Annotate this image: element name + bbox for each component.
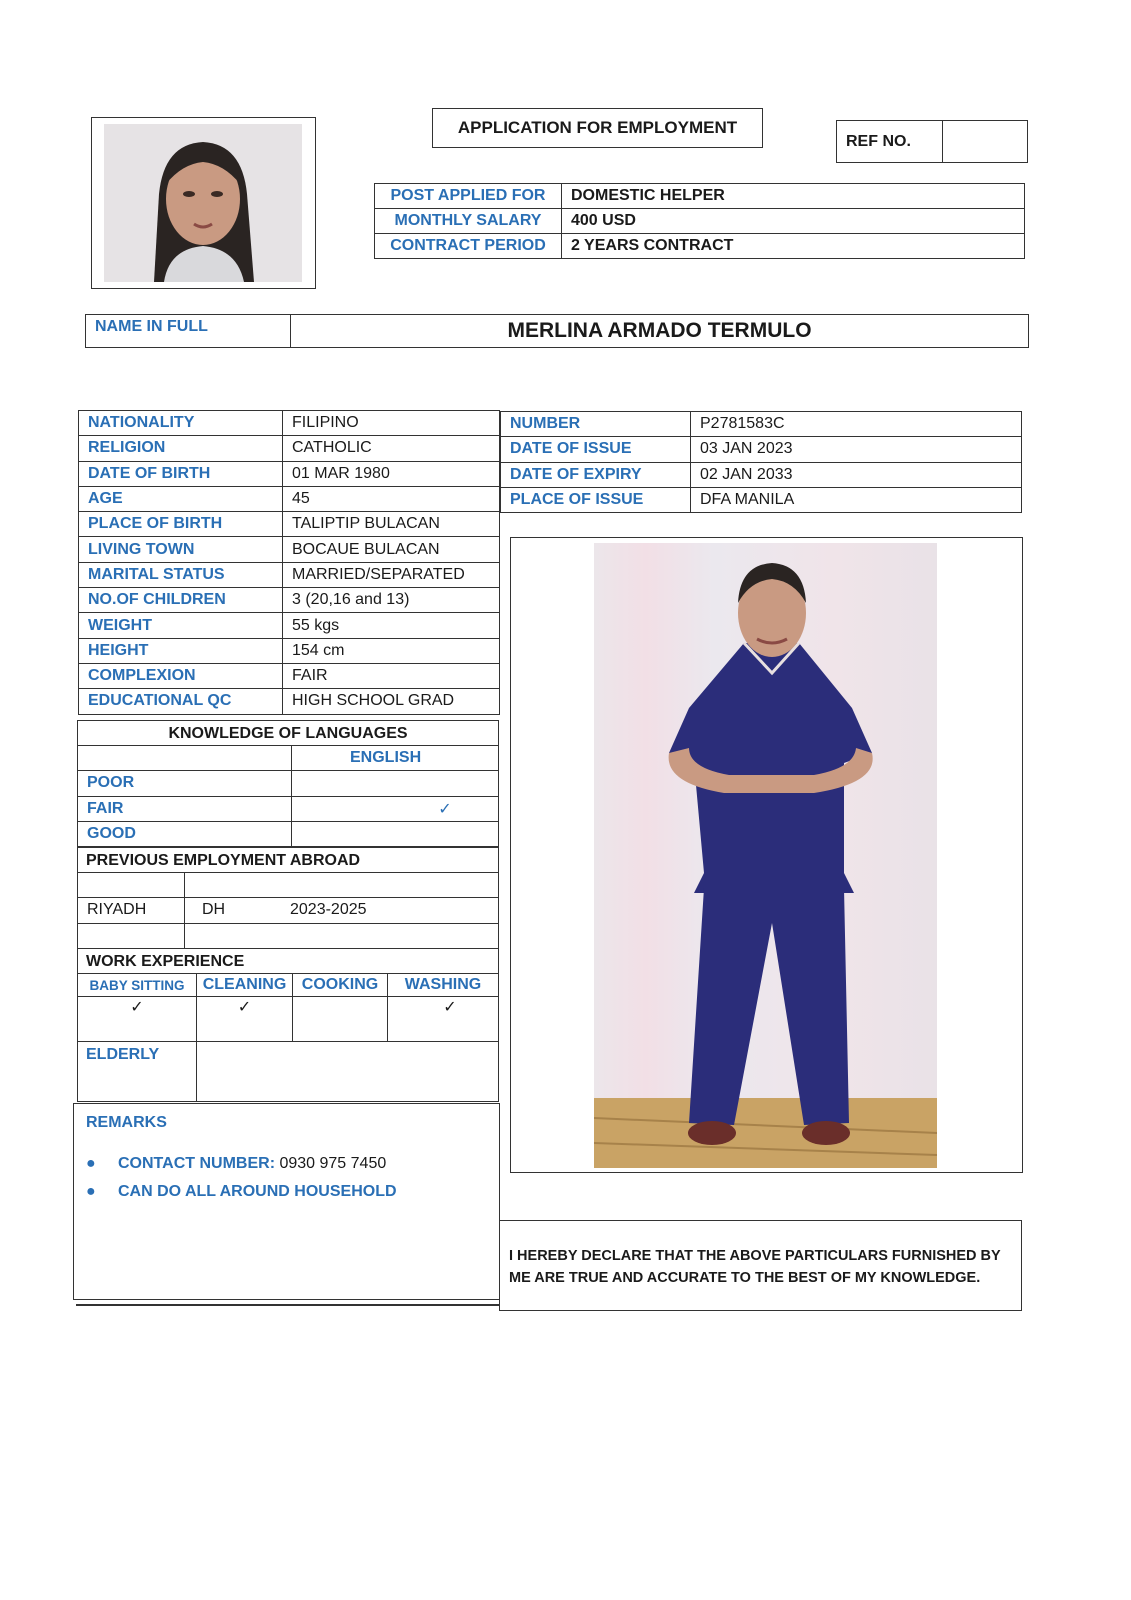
skill-check: ✓ xyxy=(197,997,293,1042)
personal-details-table xyxy=(78,410,500,715)
elderly-value xyxy=(197,1042,499,1102)
language-level: POOR xyxy=(78,771,292,796)
english-column: ENGLISH xyxy=(292,746,499,771)
personal-label: HEIGHT xyxy=(79,638,283,663)
personal-value: FILIPINO xyxy=(283,411,500,436)
personal-value: MARRIED/SEPARATED xyxy=(283,562,500,587)
passport-label: DATE OF ISSUE xyxy=(501,437,691,462)
remarks-item-household xyxy=(86,1183,397,1201)
passport-label: DATE OF EXPIRY xyxy=(501,462,691,487)
previous-employment-title: PREVIOUS EMPLOYMENT ABROAD xyxy=(77,847,499,873)
remarks-title: REMARKS xyxy=(86,1114,167,1131)
personal-label: MARITAL STATUS xyxy=(79,562,283,587)
personal-value: 154 cm xyxy=(283,638,500,663)
ref-no-value xyxy=(943,121,1028,163)
name-table xyxy=(85,314,1029,348)
skill-check: ✓ xyxy=(388,997,499,1042)
personal-label: DATE OF BIRTH xyxy=(79,461,283,486)
remarks-bottom-rule xyxy=(76,1304,500,1306)
post-value: DOMESTIC HELPER xyxy=(562,184,1025,209)
personal-value: 01 MAR 1980 xyxy=(283,461,500,486)
work-experience-title: WORK EXPERIENCE xyxy=(77,948,499,974)
declaration-text: I HEREBY DECLARE THAT THE ABOVE PARTICULARS FURNISHED BY ME ARE TRUE AND ACCURATE TO THE BEST OF MY KNOWLEDGE. xyxy=(509,1248,1001,1286)
skill-label: BABY SITTING xyxy=(78,974,197,997)
language-check xyxy=(292,821,499,846)
passport-value: P2781583C xyxy=(691,412,1022,437)
post-table xyxy=(374,183,1025,259)
declaration-box xyxy=(499,1220,1022,1311)
prev-position-period xyxy=(185,923,499,948)
household-note: CAN DO ALL AROUND HOUSEHOLD xyxy=(118,1183,397,1200)
skill-label: WASHING xyxy=(388,974,499,997)
bullet-icon: ● xyxy=(86,1183,96,1200)
personal-label: WEIGHT xyxy=(79,613,283,638)
portrait-photo xyxy=(104,124,302,282)
prev-period: 2023-2025 xyxy=(290,901,367,919)
personal-value: CATHOLIC xyxy=(283,436,500,461)
personal-value: BOCAUE BULACAN xyxy=(283,537,500,562)
personal-label: RELIGION xyxy=(79,436,283,461)
personal-value: HIGH SCHOOL GRAD xyxy=(283,689,500,714)
elderly-label: ELDERLY xyxy=(78,1042,197,1102)
skill-label: CLEANING xyxy=(197,974,293,997)
contract-value: 2 YEARS CONTRACT xyxy=(562,234,1025,259)
prev-country xyxy=(78,873,185,898)
full-body-photo-frame xyxy=(510,537,1023,1173)
personal-value: FAIR xyxy=(283,663,500,688)
name-label: NAME IN FULL xyxy=(86,315,291,348)
contact-label: CONTACT NUMBER: xyxy=(118,1155,276,1172)
languages-title: KNOWLEDGE OF LANGUAGES xyxy=(77,720,499,746)
prev-position-period xyxy=(185,873,499,898)
personal-label: EDUCATIONAL QC xyxy=(79,689,283,714)
personal-value: 45 xyxy=(283,486,500,511)
contact-value: 0930 975 7450 xyxy=(279,1155,387,1172)
languages-corner xyxy=(78,746,292,771)
language-level: GOOD xyxy=(78,821,292,846)
form-title: APPLICATION FOR EMPLOYMENT xyxy=(432,108,763,148)
previous-employment-table xyxy=(77,872,499,949)
language-check xyxy=(292,771,499,796)
personal-label: COMPLEXION xyxy=(79,663,283,688)
post-label: POST APPLIED FOR xyxy=(375,184,562,209)
remarks-box xyxy=(73,1103,500,1300)
ref-no-label: REF NO. xyxy=(837,121,943,163)
prev-position-period xyxy=(185,898,499,923)
full-name: MERLINA ARMADO TERMULO xyxy=(291,315,1029,348)
skill-check xyxy=(293,997,388,1042)
personal-value: 55 kgs xyxy=(283,613,500,638)
remarks-item-contact xyxy=(86,1155,386,1173)
passport-label: PLACE OF ISSUE xyxy=(501,487,691,512)
salary-label: MONTHLY SALARY xyxy=(375,209,562,234)
work-experience-table xyxy=(77,973,499,1102)
ref-no-box xyxy=(836,120,1028,163)
personal-label: NATIONALITY xyxy=(79,411,283,436)
salary-value: 400 USD xyxy=(562,209,1025,234)
languages-table xyxy=(77,745,499,847)
full-body-photo xyxy=(594,543,937,1168)
skill-label: COOKING xyxy=(293,974,388,997)
prev-country xyxy=(78,923,185,948)
language-level: FAIR xyxy=(78,796,292,821)
personal-value: 3 (20,16 and 13) xyxy=(283,588,500,613)
portrait-photo-frame xyxy=(91,117,316,289)
passport-value: 03 JAN 2023 xyxy=(691,437,1022,462)
prev-position: DH xyxy=(202,901,226,919)
passport-value: DFA MANILA xyxy=(691,487,1022,512)
personal-label: AGE xyxy=(79,486,283,511)
passport-value: 02 JAN 2033 xyxy=(691,462,1022,487)
prev-country: RIYADH xyxy=(78,898,185,923)
language-check: ✓ xyxy=(292,796,499,821)
personal-value: TALIPTIP BULACAN xyxy=(283,512,500,537)
passport-table xyxy=(500,411,1022,513)
bullet-icon: ● xyxy=(86,1155,96,1172)
skill-check: ✓ xyxy=(78,997,197,1042)
personal-label: NO.OF CHILDREN xyxy=(79,588,283,613)
passport-label: NUMBER xyxy=(501,412,691,437)
personal-label: PLACE OF BIRTH xyxy=(79,512,283,537)
personal-label: LIVING TOWN xyxy=(79,537,283,562)
contract-label: CONTRACT PERIOD xyxy=(375,234,562,259)
